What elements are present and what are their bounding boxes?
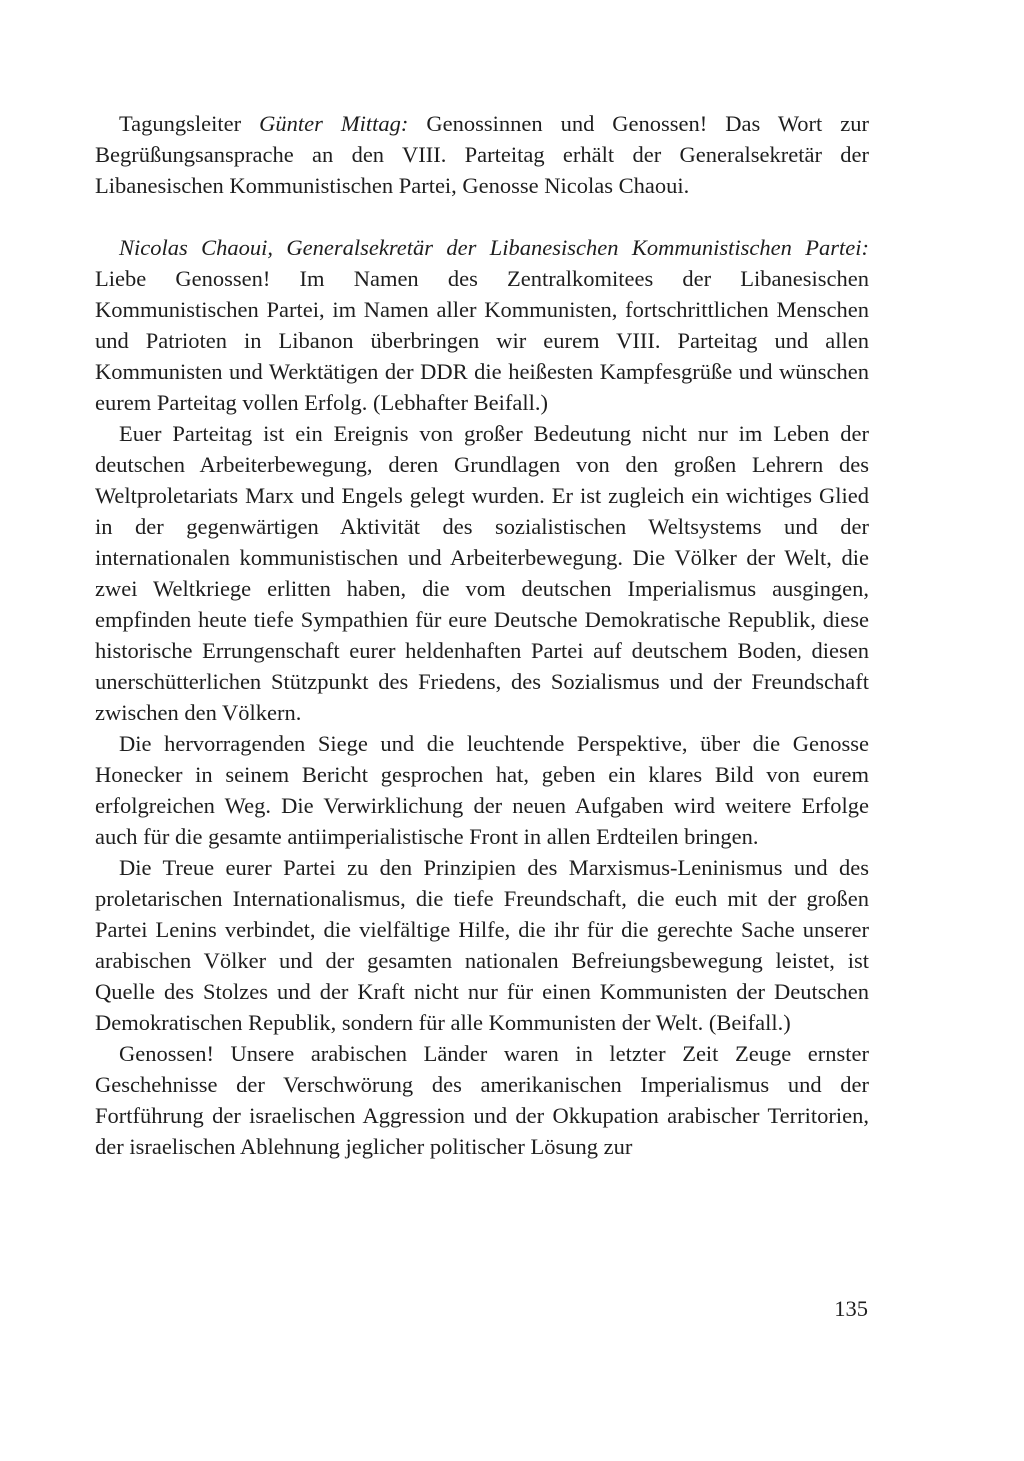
paragraph-body: Euer Parteitag ist ein Ereignis von großer Bedeutung nicht nur im Leben der deutschen Arbeiterbewegung, deren Grundlagen von den großen Lehrern des Weltproletariats Marx und Engels gelegt wurden. Er ist zugleich ein wichtiges Glied in der gegenwärtigen Aktivität des sozialistischen Weltsystems und der internationalen kommunistischen und Arbeiterbewegung. Die Völker der Welt, die zwei Weltkriege erlitten haben, die vom deutschen Imperialismus ausgingen, empfinden heute tiefe Sympathien für eure Deutsche Demokratische Republik, diese historische Errungenschaft eurer heldenhaften Partei auf deutschem Boden, diesen unerschütterlichen Stützpunkt des Friedens, des Sozialismus und der Freundschaft zwischen den Völkern. [95,421,869,725]
paragraph-chaoui-greeting [95,232,869,418]
speaker-name: Günter Mittag: [259,111,409,136]
paragraph-chair-intro [95,108,869,201]
paragraph-lead: Tagungsleiter [119,111,260,136]
paragraph-body: Genossen! Unsere arabischen Länder waren in letzter Zeit Zeuge ernster Geschehnisse der Verschwörung des amerikanischen Imperialismus und der Fortführung der israelischen Aggression und der Okkupation arabischer Territorien, der israelischen Ablehnung jeglicher politischer Lösung zur [95,1041,869,1159]
paragraph-body: Die Treue eurer Partei zu den Prinzipien des Marxismus-Leninismus und des proletarischen Internationalismus, die tiefe Freundschaft, die euch mit der großen Partei Lenins verbindet, die vielfältige Hilfe, die ihr für die gerechte Sache unserer arabischen Völker und der gesamten nationalen Befreiungsbewegung leistet, ist Quelle des Stolzes und der Kraft nicht nur für einen Kommunisten der Deutschen Demokratischen Republik, sondern für alle Kommunisten der Welt. (Beifall.) [95,855,869,1035]
page-number: 135 [834,1296,868,1321]
document-page [95,108,869,1162]
paragraph-text: Genossinnen und Genossen! Das Wort zur Begrüßungsansprache an den VIII. Parteitag erhält der Generalsekretär der Libanesischen Kommunistischen Partei, Genosse Nicolas Chaoui. [95,111,869,198]
paragraph-text: Liebe Genossen! Im Namen des Zentralkomitees der Libanesischen Kommunistischen Partei, im Namen aller Kommunisten, fortschrittlichen Menschen und Patrioten in Libanon überbringen wir eurem VIII. Parteitag und allen Kommunisten und Werktätigen der DDR die heißesten Kampfesgrüße und wünschen eurem Parteitag vollen Erfolg. (Lebhafter Beifall.) [95,266,869,415]
speaker-name: Nicolas Chaoui, Generalsekretär der Libanesischen Kommunistischen Partei: [119,235,869,260]
paragraph-body: Die hervorragenden Siege und die leuchtende Perspektive, über die Genosse Honecker in seinem Bericht gesprochen hat, geben ein klares Bild von eurem erfolgreichen Weg. Die Verwirklichung der neuen Aufgaben wird weitere Erfolge auch für die gesamte antiimperialistische Front in allen Erdteilen bringen. [95,731,869,849]
